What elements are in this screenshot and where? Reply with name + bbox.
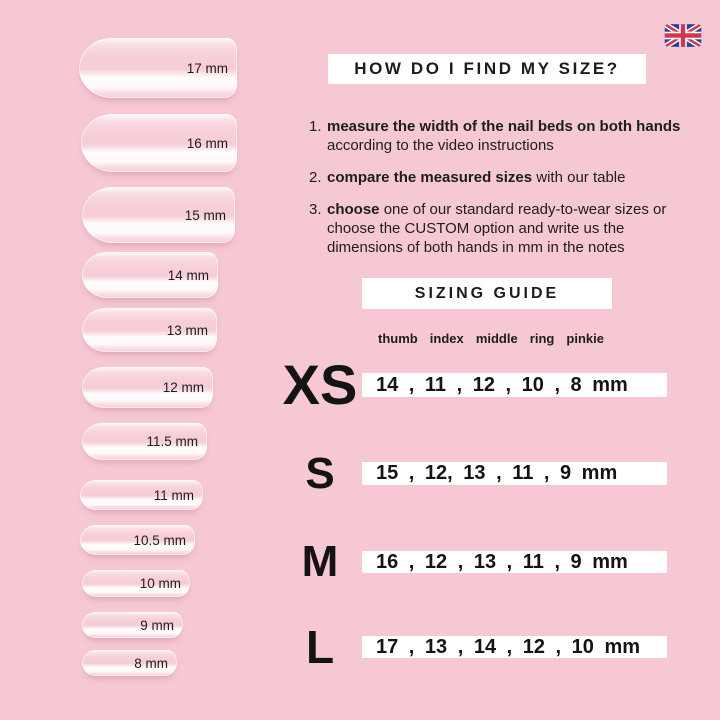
nail-tip bbox=[82, 252, 218, 298]
instructions-list bbox=[309, 117, 701, 270]
nail-tip bbox=[81, 114, 237, 172]
nail-tip bbox=[82, 423, 207, 460]
sizing-guide-title bbox=[362, 278, 612, 309]
size-row-xs bbox=[282, 353, 667, 416]
size-letter-l: L bbox=[305, 621, 335, 673]
finger-label-middle: middle bbox=[475, 331, 518, 346]
nail-size-label: 13 mm bbox=[166, 322, 208, 338]
page-title-text: HOW DO I FIND MY SIZE? bbox=[354, 59, 620, 78]
size-letter-m: M bbox=[301, 537, 339, 586]
nail-size-label: 12 mm bbox=[162, 380, 204, 395]
nail-size-label: 8 mm bbox=[134, 655, 168, 671]
step-text: compare the measured sizes with our table bbox=[327, 169, 626, 187]
step-number: 3. bbox=[309, 201, 322, 219]
step-number: 1. bbox=[309, 118, 322, 135]
finger-labels-row bbox=[378, 331, 604, 346]
finger-label-thumb: thumb bbox=[378, 331, 418, 346]
nail-size-label: 10 mm bbox=[139, 576, 181, 591]
nail-tip bbox=[82, 570, 190, 597]
nail-size-label: 16 mm bbox=[186, 135, 228, 151]
nail-size-label: 17 mm bbox=[186, 60, 228, 76]
nail-tip bbox=[82, 367, 213, 408]
finger-label-ring: ring bbox=[529, 331, 555, 346]
size-values-m: 16 , 12 , 13 , 11 , 9 mm bbox=[362, 551, 667, 573]
nail-tip bbox=[80, 525, 195, 555]
instruction-step-2 bbox=[309, 168, 701, 187]
nail-tip bbox=[82, 187, 235, 243]
step-number: 2. bbox=[309, 169, 322, 187]
nail-size-label: 9 mm bbox=[140, 617, 174, 633]
size-row-s bbox=[282, 448, 667, 498]
step-text: choose one of our standard ready-to-wear sizes or choose the CUSTOM option and write us the dimensions of both hands in mm in the notes bbox=[327, 201, 667, 257]
nail-size-label: 11.5 mm bbox=[146, 434, 198, 449]
size-values-s: 15 , 12, 13 , 11 , 9 mm bbox=[362, 462, 667, 485]
nail-tip bbox=[82, 612, 183, 638]
finger-label-pinkie: pinkie bbox=[566, 331, 604, 346]
instruction-step-1 bbox=[309, 117, 701, 155]
size-values-xs: 14 , 11 , 12 , 10 , 8 mm bbox=[362, 373, 667, 397]
page-title bbox=[328, 54, 646, 84]
uk-flag-icon bbox=[664, 22, 702, 49]
size-row-m bbox=[282, 537, 667, 586]
instruction-step-3 bbox=[309, 200, 701, 257]
nail-size-label: 10.5 mm bbox=[133, 532, 186, 548]
size-letter-s: S bbox=[305, 448, 335, 498]
size-letter-xs: XS bbox=[282, 353, 358, 416]
size-row-l bbox=[282, 621, 667, 673]
nail-size-label: 15 mm bbox=[184, 207, 226, 223]
size-values-l: 17 , 13 , 14 , 12 , 10 mm bbox=[362, 636, 667, 658]
finger-label-index: index bbox=[429, 331, 464, 346]
sizing-guide-title-text: SIZING GUIDE bbox=[414, 284, 560, 302]
nail-size-label: 11 mm bbox=[153, 487, 194, 503]
nail-tip bbox=[80, 480, 203, 510]
nail-size-label: 14 mm bbox=[167, 267, 209, 283]
nail-tip bbox=[79, 38, 237, 98]
nail-tip bbox=[82, 650, 177, 676]
nail-tip bbox=[82, 308, 217, 352]
step-text: measure the width of the nail beds on both hands according to the video instructions bbox=[327, 118, 681, 155]
